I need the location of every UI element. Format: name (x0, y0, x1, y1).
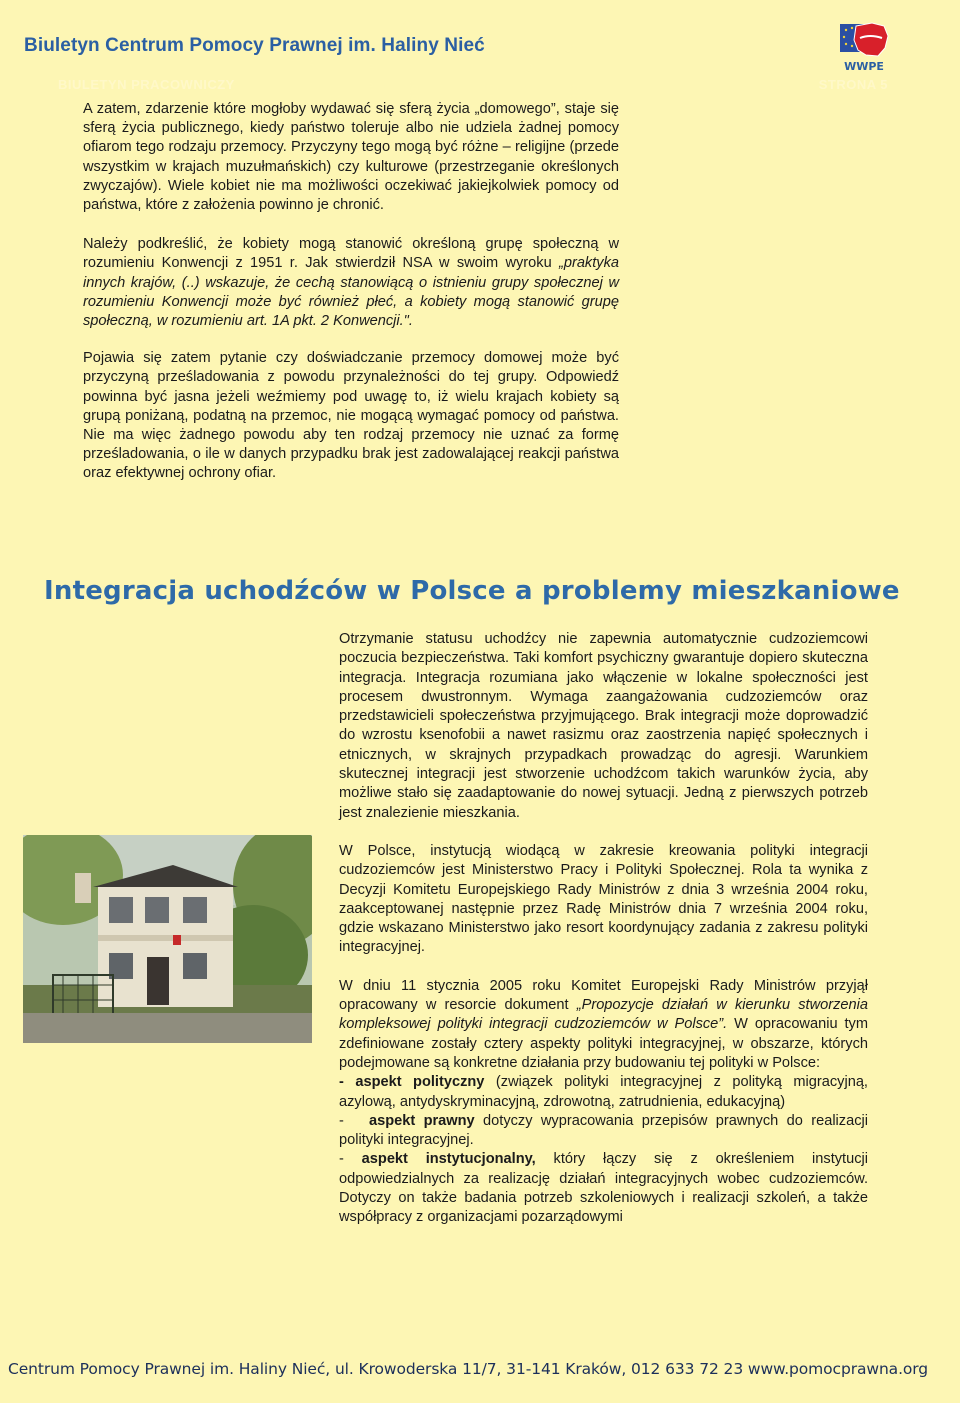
aspect-label: - aspekt polityczny (339, 1074, 485, 1091)
aspect-label: aspekt instytucjonalny, (361, 1151, 536, 1168)
aspect-label: aspekt prawny (368, 1112, 475, 1129)
aspect-text: dotyczy wypracowania przepisów prawnych do realizacji polityki integracyjnej. (339, 1112, 868, 1149)
aspect-item (339, 1073, 868, 1112)
article-section (339, 630, 868, 1228)
paragraph: Otrzymanie statusu uchodźcy nie zapewnia automatycznie cudzoziemcowi poczucia bezpieczeństwa. Taki komfort psychiczny gwarantuje dopiero skuteczna integracja. Integracja rozumiana jako włączenie w lokalne społeczności jest procesem dwustronnym. Wymaga zaangażowania cudzoziemców oraz przedstawicieli społeczeństwa przyjmującego. Brak integracji może doprowadzić do wzrostu ksenofobii a nawet rasizmu oraz zaostrzenia napięć społecznych i etnicznych, w skrajnych przypadkach prowadząc do agresji. Warunkiem skutecznej integracji jest stworzenie uchodźcom takich warunków życia, aby możliwe stało się zaadaptowanie do nowej sytuacji. Jedną z pierwszych potrzeb jest znalezienie mieszkania. (339, 631, 868, 821)
paragraph-quote (83, 235, 619, 331)
paragraph (339, 977, 868, 1073)
paragraph-text: W opracowaniu tym zdefiniowane zostały cztery aspekty polityki integracyjnej, w obszarze, których podejmowane są konkretne działania przy budowaniu tej polityki w Polsce: (339, 1016, 868, 1071)
aspect-item: - aspekt instytucjonalny, który łączy się z określeniem instytucji odpowiedzialnych za realizację działań integracyjnych wobec cudzoziemców. Dotyczy on także badania potrzeb szkoleniowych i realizacji szkoleń, a także współpracy z organizacjami pozarządowymi (339, 1151, 869, 1226)
section-title: Integracja uchodźców w Polsce a problemy mieszkaniowe (44, 576, 900, 606)
paragraph: Pojawia się zatem pytanie czy doświadczanie przemocy domowej może być przyczyną prześladowania z powodu przynależności do tej grupy. Odpowiedź powinna być jasna jeżeli weźmiemy pod uwagę to, iż wielu krajach kobiety są grupą poniżaną, podatną na przemoc, nie mogącą wymagać pomocy od państwa. Nie ma więc żadnego powodu aby ten rodzaj przemocy nie uznać za formę prześladowania, o ile w danych przypadku brak jest zadowalającej reakcji państwa oraz efektywnej ochrony ofiar. (83, 350, 619, 482)
building-photo (23, 835, 312, 1043)
aspect-text: który łączy się z określeniem instytucji odpowiedzialnych za realizację działań integracyjnych wobec cudzoziemców. Dotyczy on także badania potrzeb szkoleniowych i realizacji szkoleń, a także współpracy z organizacjami pozarządowymi (339, 1151, 869, 1226)
logo-text: WWPE (844, 60, 884, 73)
aspect-text: (związek polityki integracyjnej z polityką migracyjną, azylową, antydyskryminacyjną, zdrowotną, zatrudnienia, edukacyjną) (339, 1074, 868, 1110)
footer-address: Centrum Pomocy Prawnej im. Haliny Nieć, ul. Krowoderska 11/7, 31-141 Kraków, 012 633 72 23 www.pomocprawna.org (8, 1360, 929, 1378)
article-top (83, 100, 619, 504)
header-title: Biuletyn Centrum Pomocy Prawnej im. Haliny Nieć (24, 35, 485, 56)
aspect-item: - aspekt prawny dotyczy wypracowania przepisów prawnych do realizacji polityki integracyjnej. (339, 1112, 868, 1149)
paragraph: A zatem, zdarzenie które mogłoby wydawać się sferą życia „domowego”, staje się sferą życia publicznego, kiedy państwo toleruje albo nie udziela żadnej pomocy ofiarom tego rodzaju przemocy. Przyczyny tego mogą być różne – religijne (przede wszystkim w krajach muzułmańskich) czy kulturowe (przestrzeganie określonych zwyczajów). Wiele kobiet nie ma możliwości oczekiwać jakiejkolwiek pomocy od państwa, które z założenia powinno je chronić. (83, 101, 619, 214)
quote-italic: „praktyka innych krajów, (..) wskazuje, że cechą stanowiącą o istnieniu grupy społecznej w rozumieniu Konwencji może być również płeć, a kobiety mogą stanowić grupę społeczną, w rozumieniu art. 1A pkt. 2 Konwencji.". (83, 255, 619, 330)
paragraph-text: W dniu 11 stycznia 2005 roku Komitet Europejski Rady Ministrów przyjął opracowany w resorcie dokument (339, 977, 868, 1014)
page-label: STRONA 5 (818, 77, 888, 92)
paragraph: W Polsce, instytucją wiodącą w zakresie kreowania polityki integracji cudzoziemców jest Ministerstwo Pracy i Polityki Społecznej. Rola ta wynika z Decyzji Komitetu Europejskiego Rady Ministrów z dnia 3 września 2004 roku, zaakceptowanej następnie przez Radę Ministrów dnia 7 września 2004 roku, gdzie wskazano Ministerstwo jako resort koordynujący zadania z zakresu polityki integracyjnej. (339, 842, 868, 956)
document-title: „Propozycje działań w kierunku stworzenia kompleksowej polityki integracji cudzoziemców w Polsce”. (339, 997, 868, 1033)
header-subtitle: BIULETYN PRACOWNICZY (58, 77, 235, 92)
quote-intro: Należy podkreślić, że kobiety mogą stanowić określoną grupę społeczną w rozumieniu Konwencji z 1951 r. Jak stwierdził NSA w swoim wyroku (83, 236, 619, 272)
